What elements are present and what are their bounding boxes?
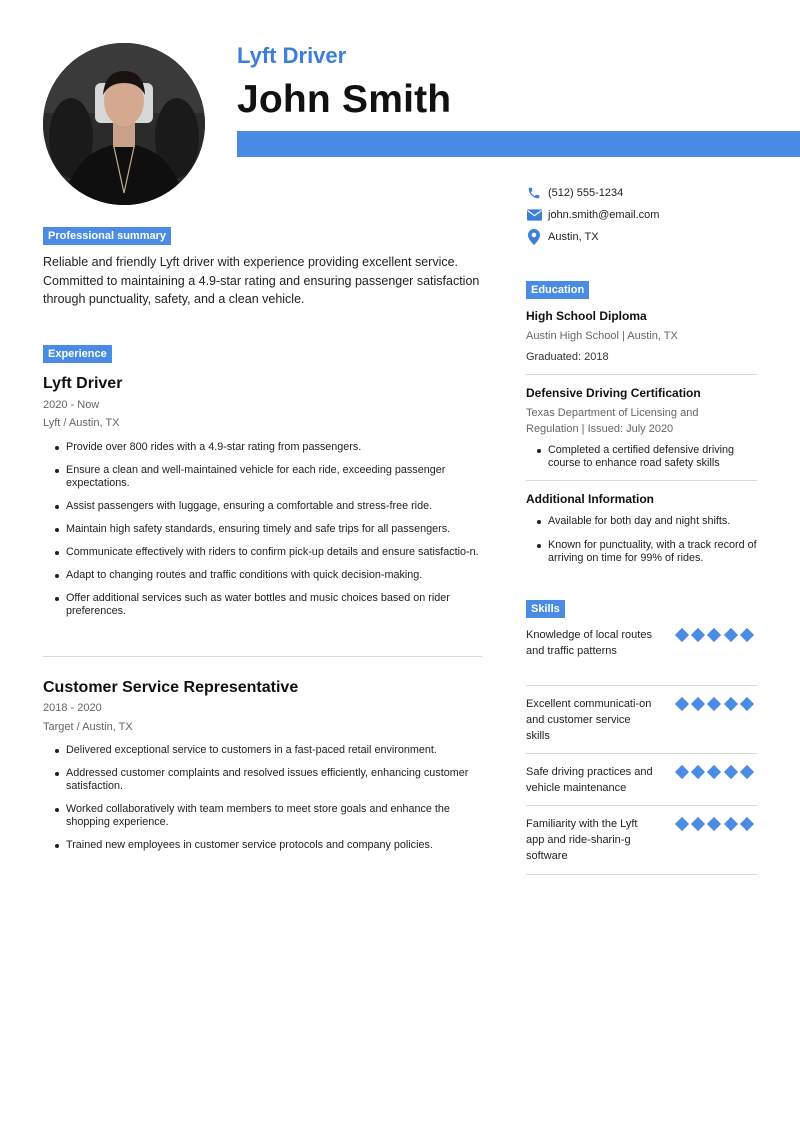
- skill-name: Excellent communicati-on and customer service skills: [526, 698, 652, 742]
- certification-bullets: [537, 444, 759, 481]
- phone-text: (512) 555-1234: [548, 187, 624, 199]
- list-item: Ensure a clean and well-maintained vehicle for each ride, exceeding passenger expectations.: [55, 464, 495, 490]
- experience-heading: Experience: [43, 345, 112, 363]
- section-divider: [43, 656, 482, 657]
- rating-diamond-icon: [707, 817, 721, 831]
- certification-title: Defensive Driving Certification: [526, 386, 701, 400]
- email-text: john.smith@email.com: [548, 209, 660, 221]
- skills-heading: Skills: [526, 600, 565, 618]
- contact-location: [526, 229, 599, 245]
- rating-diamond-icon: [723, 628, 737, 642]
- rating-diamond-icon: [691, 628, 705, 642]
- section-divider: [526, 685, 757, 686]
- phone-icon: [526, 185, 542, 201]
- job-1-dates: 2020 - Now: [43, 399, 100, 411]
- additional-info-title: Additional Information: [526, 492, 654, 506]
- person-photo-icon: [43, 43, 205, 205]
- rating-diamond-icon: [740, 628, 754, 642]
- list-item: Adapt to changing routes and traffic conditions with quick decision-making.: [55, 569, 495, 582]
- skill-name: Familiarity with the Lyft app and ride-sharin-g software: [526, 818, 638, 862]
- location-pin-icon: [526, 229, 542, 245]
- summary-heading: Professional summary: [43, 227, 171, 245]
- email-icon: [526, 207, 542, 223]
- additional-info-bullets: [537, 515, 773, 576]
- list-item: Known for punctuality, with a track record of arriving on time for 99% of rides.: [537, 539, 773, 565]
- summary-text: Reliable and friendly Lyft driver with experience providing excellent service. Committed to maintaining a 4.9-star rating and ensuring passenger satisfaction through punctuality, safety, and a clean vehicle.: [43, 255, 480, 306]
- rating-diamond-icon: [675, 628, 689, 642]
- list-item: Completed a certified defensive driving course to enhance road safety skills: [537, 444, 759, 470]
- degree-title: High School Diploma: [526, 309, 647, 323]
- section-divider: [526, 753, 757, 754]
- candidate-name: John Smith: [237, 78, 452, 121]
- skill-rating: [677, 819, 758, 829]
- job-2-bullets: [55, 744, 495, 862]
- education-heading: Education: [526, 281, 589, 299]
- rating-diamond-icon: [675, 817, 689, 831]
- job-title: Lyft Driver: [237, 43, 347, 68]
- rating-diamond-icon: [707, 765, 721, 779]
- skill-rating: [677, 767, 758, 777]
- job-2-dates: 2018 - 2020: [43, 702, 102, 714]
- contact-phone[interactable]: [526, 185, 623, 201]
- list-item: Available for both day and night shifts.: [537, 515, 773, 528]
- job-2-title: Customer Service Representative: [43, 679, 299, 696]
- graduation-date: Graduated: 2018: [526, 351, 609, 363]
- rating-diamond-icon: [723, 817, 737, 831]
- certification-issuer: Texas Department of Licensing and Regulation | Issued: July 2020: [526, 407, 699, 435]
- rating-diamond-icon: [691, 765, 705, 779]
- list-item: Maintain high safety standards, ensuring timely and safe trips for all passengers.: [55, 523, 495, 536]
- list-item: Offer additional services such as water bottles and music choices based on rider preferences.: [55, 592, 495, 618]
- rating-diamond-icon: [740, 697, 754, 711]
- rating-diamond-icon: [675, 697, 689, 711]
- list-item: Addressed customer complaints and resolved issues efficiently, enhancing customer satisfaction.: [55, 767, 495, 793]
- skill-rating: [677, 630, 758, 640]
- rating-diamond-icon: [723, 697, 737, 711]
- job-1-title: Lyft Driver: [43, 375, 123, 392]
- rating-diamond-icon: [740, 765, 754, 779]
- rating-diamond-icon: [740, 817, 754, 831]
- list-item: Worked collaboratively with team members to meet store goals and enhance the shopping experience.: [55, 803, 495, 829]
- location-text: Austin, TX: [548, 231, 599, 243]
- section-divider: [526, 805, 757, 806]
- list-item: Assist passengers with luggage, ensuring a comfortable and stress-free ride.: [55, 500, 495, 513]
- rating-diamond-icon: [707, 697, 721, 711]
- school-name: Austin High School | Austin, TX: [526, 330, 678, 342]
- skill-name: Knowledge of local routes and traffic patterns: [526, 629, 652, 657]
- job-2-employer: Target / Austin, TX: [43, 721, 133, 733]
- skill-name: Safe driving practices and vehicle maintenance: [526, 766, 653, 794]
- job-1-employer: Lyft / Austin, TX: [43, 417, 120, 429]
- list-item: Delivered exceptional service to customers in a fast-paced retail environment.: [55, 744, 495, 757]
- contact-email[interactable]: [526, 207, 659, 223]
- rating-diamond-icon: [691, 697, 705, 711]
- job-1-bullets: [55, 441, 495, 628]
- profile-photo: [43, 43, 205, 205]
- section-divider: [526, 874, 757, 875]
- section-divider: [526, 374, 757, 375]
- skill-rating: [677, 699, 758, 709]
- list-item: Trained new employees in customer service protocols and company policies.: [55, 839, 495, 852]
- section-divider: [526, 480, 757, 481]
- rating-diamond-icon: [707, 628, 721, 642]
- header-accent-bar: [237, 131, 800, 157]
- rating-diamond-icon: [675, 765, 689, 779]
- list-item: Communicate effectively with riders to confirm pick-up details and ensure satisfactio-n.: [55, 546, 495, 559]
- rating-diamond-icon: [691, 817, 705, 831]
- list-item: Provide over 800 rides with a 4.9-star rating from passengers.: [55, 441, 495, 454]
- rating-diamond-icon: [723, 765, 737, 779]
